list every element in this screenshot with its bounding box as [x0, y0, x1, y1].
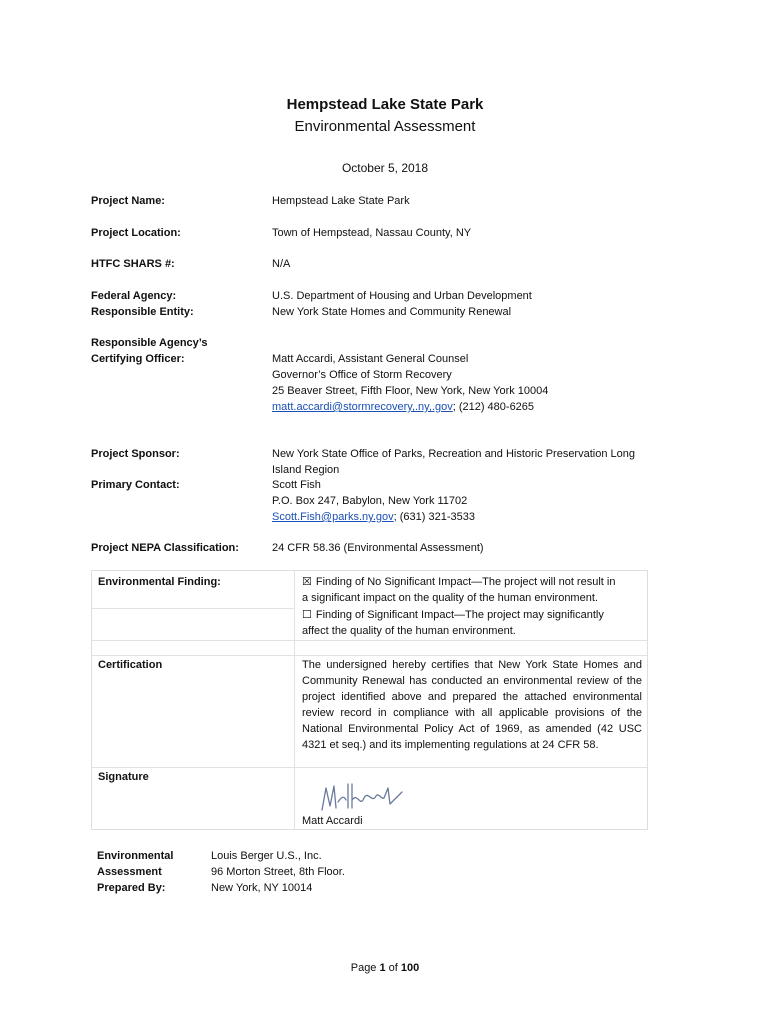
prepared-by-label-line1: Environmental	[97, 850, 174, 862]
finding-option-significant-impact	[302, 607, 642, 623]
sponsor-value-line1: New York State Office of Parks, Recreation and Historic Preservation Long	[272, 448, 635, 460]
page-of: of	[385, 962, 401, 974]
preparer-street: 96 Morton Street, 8th Floor.	[211, 866, 345, 878]
finding-option-2-continued: affect the quality of the human environment.	[302, 625, 516, 637]
prepared-by-label-line2: Assessment	[97, 866, 162, 878]
responsible-entity-label: Responsible Entity:	[91, 306, 194, 318]
table-row-divider	[92, 655, 647, 656]
contact-details	[272, 509, 475, 525]
certifying-officer-name: Matt Accardi, Assistant General Counsel	[272, 353, 469, 365]
sponsor-label: Project Sponsor:	[91, 448, 180, 460]
preparer-city: New York, NY 10014	[211, 882, 313, 894]
document-subtitle: Environmental Assessment	[294, 118, 476, 135]
table-row-divider	[92, 640, 647, 641]
page-number: 1	[379, 962, 386, 974]
page-footer	[0, 962, 770, 974]
handwritten-signature	[318, 778, 408, 818]
htfc-label: HTFC SHARS #:	[91, 258, 175, 270]
signature-label: Signature	[98, 771, 149, 783]
contact-address: P.O. Box 247, Babylon, New York 11702	[272, 495, 468, 507]
htfc-value: N/A	[272, 258, 291, 270]
signer-name: Matt Accardi	[302, 815, 363, 827]
federal-agency-label: Federal Agency:	[91, 290, 177, 302]
project-name-label: Project Name:	[91, 195, 165, 207]
finding-option-no-significant-impact	[302, 574, 642, 590]
prepared-by-label-line3: Prepared By:	[97, 882, 166, 894]
table-row-divider	[92, 767, 647, 768]
certifying-contact	[272, 399, 534, 415]
prepared-by-label	[97, 848, 173, 896]
page-total: 100	[400, 962, 420, 974]
responsible-entity-value: New York State Homes and Community Renewal	[272, 306, 512, 318]
page-prefix: Page	[350, 962, 380, 974]
finding-option-1-continued: a significant impact on the quality of the human environment.	[302, 592, 598, 604]
contact-email-link[interactable]: Scott.Fish@parks.ny.gov	[272, 511, 394, 523]
table-row-divider	[92, 608, 294, 609]
certifying-label-line1: Responsible Agency’s	[91, 337, 208, 349]
contact-label: Primary Contact:	[91, 479, 180, 491]
project-name-value: Hempstead Lake State Park	[272, 195, 410, 207]
certifying-email-link[interactable]: matt.accardi@stormrecovery,.ny,.gov	[272, 401, 453, 413]
sponsor-value-line2: Island Region	[272, 464, 340, 476]
nepa-value: 24 CFR 58.36 (Environmental Assessment)	[272, 542, 484, 554]
prepared-by-value	[211, 848, 345, 896]
certifying-office: Governor’s Office of Storm Recovery	[272, 369, 452, 381]
checked-checkbox-icon[interactable]: ☒	[302, 575, 312, 588]
findings-table	[91, 570, 648, 830]
document-title: Hempstead Lake State Park	[286, 96, 484, 113]
contact-name: Scott Fish	[272, 479, 321, 491]
table-column-divider	[294, 571, 295, 829]
finding-option-1-text: Finding of No Significant Impact—The project will not result in	[315, 576, 616, 588]
finding-option-2-text: Finding of Significant Impact—The project may significantly	[315, 609, 604, 621]
unchecked-checkbox-icon[interactable]: ☐	[302, 608, 312, 621]
certification-text: The undersigned hereby certifies that New York State Homes and Community Renewal has conducted an environmental review of the project identified above and prepared the attached environmental review record in compliance with all applicable provisions of the National Environmental Policy Act of 1969, as amended (42 USC 4321 et seq.) and its implementing regulations at 24 CFR 58.	[302, 659, 642, 751]
certification-label: Certification	[98, 659, 163, 671]
certifying-label-line2: Certifying Officer:	[91, 353, 185, 365]
project-location-value: Town of Hempstead, Nassau County, NY	[272, 227, 472, 239]
project-location-label: Project Location:	[91, 227, 181, 239]
document-date: October 5, 2018	[341, 161, 429, 175]
certifying-address: 25 Beaver Street, Fifth Floor, New York, New York 10004	[272, 385, 549, 397]
preparer-company: Louis Berger U.S., Inc.	[211, 850, 322, 862]
federal-agency-value: U.S. Department of Housing and Urban Development	[272, 290, 532, 302]
contact-phone: ; (631) 321-3533	[393, 511, 475, 523]
environmental-finding-label: Environmental Finding:	[98, 576, 221, 588]
nepa-label: Project NEPA Classification:	[91, 542, 239, 554]
certifying-phone: ; (212) 480-6265	[452, 401, 535, 413]
